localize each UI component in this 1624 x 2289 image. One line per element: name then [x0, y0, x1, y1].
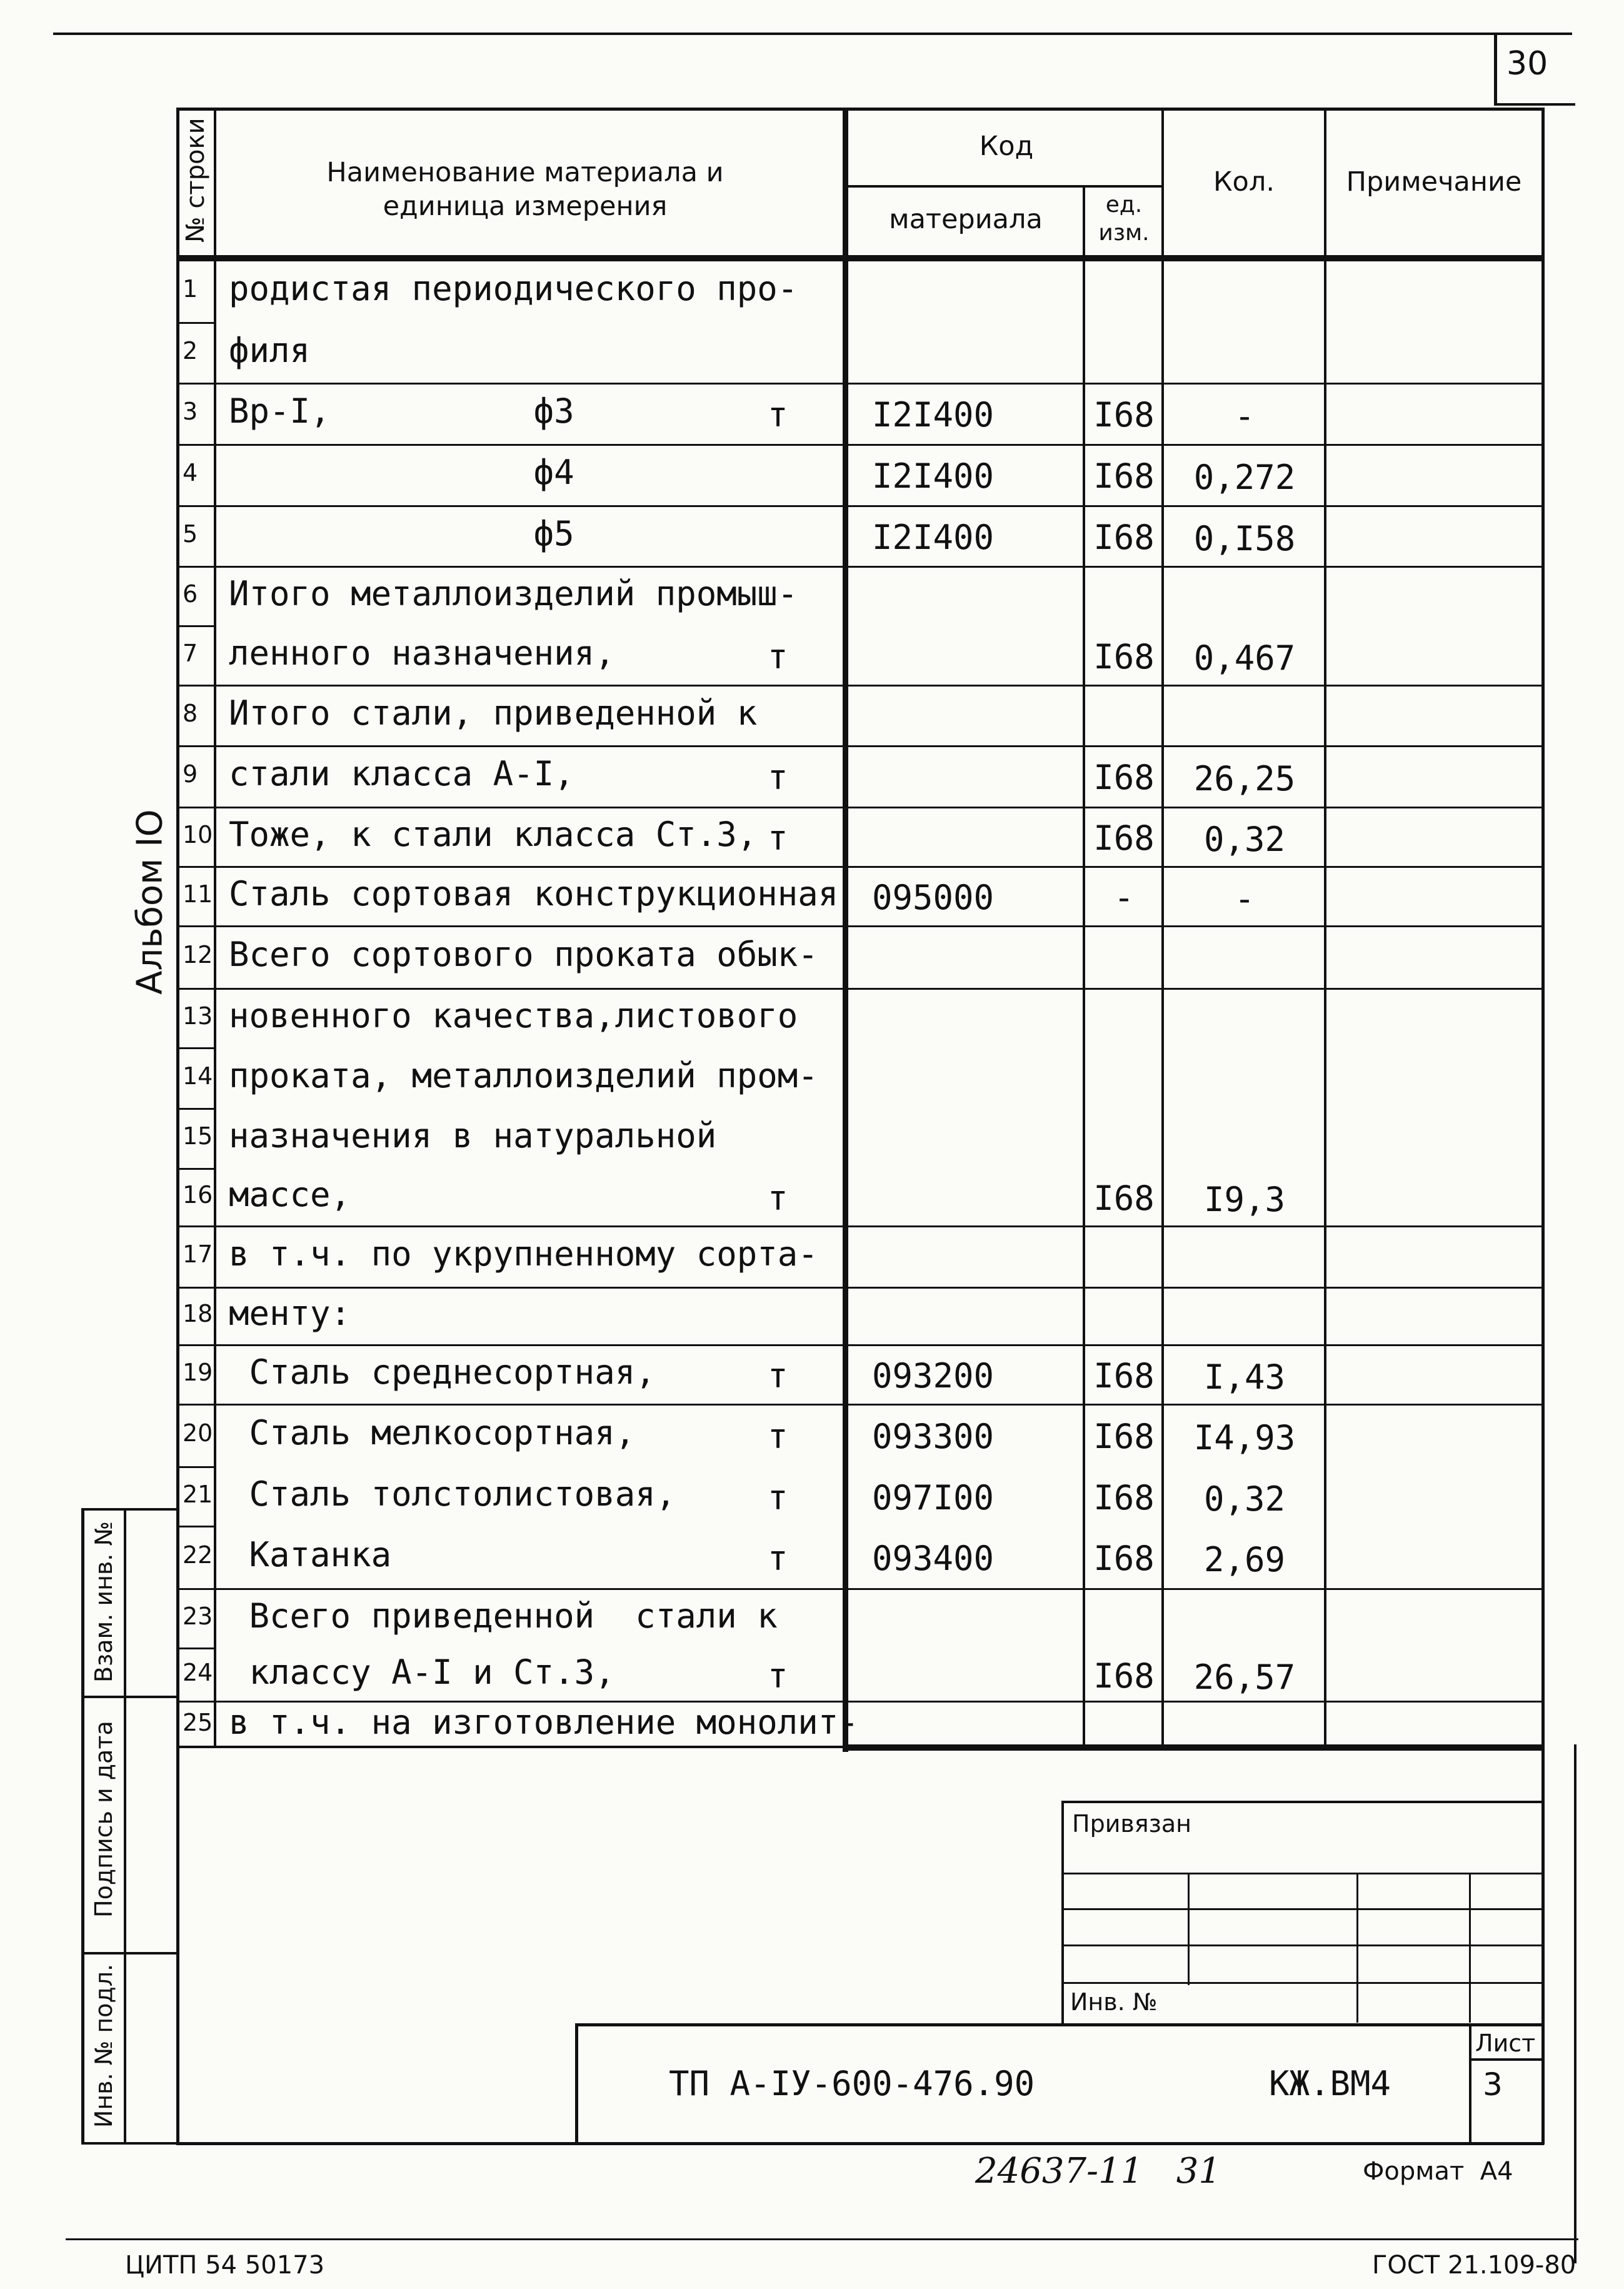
row-line — [176, 322, 216, 324]
row-number: 4 — [183, 459, 198, 486]
row-line — [176, 925, 1544, 927]
row-unit-mark: т — [768, 1417, 788, 1456]
page-number-box-bottom — [1494, 103, 1575, 106]
header-qty: Кол. — [1213, 166, 1275, 198]
header-row-no: № строки — [181, 118, 210, 243]
side-inv: Инв. № подл. — [90, 1963, 118, 2128]
row-qty: I9,3 — [1203, 1180, 1286, 1219]
row-qty: 0,467 — [1193, 638, 1296, 678]
row-name: проката, металлоизделий пром- — [229, 1055, 818, 1095]
table-bottom-bold — [843, 1744, 1544, 1751]
row-unit-mark: т — [768, 1179, 788, 1218]
row-unit-mark: т — [768, 1656, 788, 1696]
side-vzam: Взам. инв. № — [90, 1521, 118, 1683]
frame-top — [176, 108, 1544, 111]
side-strip-bottom — [81, 2142, 176, 2145]
side-strip-mid — [124, 1508, 126, 2145]
row-line — [176, 625, 216, 627]
side-strip-left — [81, 1508, 84, 2145]
row-name: Сталь мелкосортная, — [229, 1413, 636, 1452]
row-name: ленного назначения, — [229, 633, 615, 673]
row-qty: 2,69 — [1203, 1540, 1286, 1579]
row-line — [176, 566, 1544, 568]
row-name: классу А-I и Ст.3, — [229, 1652, 615, 1692]
doc-mark: КЖ.ВМ4 — [1269, 2064, 1391, 2103]
row-name: Всего сортового проката обык- — [229, 935, 818, 974]
row-number: 25 — [183, 1708, 213, 1736]
row-qty: I4,93 — [1193, 1418, 1296, 1457]
row-material-code: 095000 — [872, 877, 995, 917]
row-number: 19 — [183, 1358, 213, 1386]
stamp-h3 — [1061, 1944, 1544, 1946]
row-number: 7 — [183, 639, 198, 667]
row-unit-code: I68 — [1093, 517, 1155, 557]
row-qty: 26,25 — [1193, 759, 1296, 798]
designation: ТП А-IУ-600-476.90 — [669, 2064, 1035, 2103]
row-unit-code: I68 — [1093, 758, 1155, 797]
code-sub-line — [843, 185, 1164, 188]
stamp-h4 — [1061, 1982, 1544, 1984]
row-name: Сталь сортовая конструкционная — [229, 873, 839, 913]
row-number: 20 — [183, 1419, 213, 1447]
stamp-inv-no: Инв. № — [1070, 1988, 1158, 2016]
footer-left: ЦИТП 54 50173 — [125, 2251, 325, 2280]
row-line — [176, 1344, 1544, 1346]
stamp-privyazan: Привязан — [1072, 1810, 1191, 1838]
row-name: Всего приведенной стали к — [229, 1596, 778, 1636]
row-name: стали класса А-I, — [229, 754, 574, 793]
row-number: 21 — [183, 1480, 213, 1508]
row-unit-code: I68 — [1093, 1417, 1155, 1456]
right-margin-line — [1574, 1744, 1576, 2263]
row-name: в т.ч. по укрупненному сорта- — [229, 1234, 818, 1274]
row-material-code: 093300 — [872, 1417, 995, 1456]
row-material-code: I2I400 — [872, 456, 995, 496]
row-number: 23 — [183, 1602, 213, 1630]
row-line — [176, 444, 1544, 446]
row-number: 14 — [183, 1062, 213, 1090]
frame-right — [1541, 108, 1545, 2145]
row-unit-code: - — [1113, 877, 1135, 917]
header-material: материала — [889, 204, 1043, 235]
row-name: Вр-I, ф3 — [229, 391, 574, 431]
row-unit-mark: т — [768, 758, 788, 797]
row-number: 10 — [183, 820, 213, 848]
row-unit-code: I68 — [1093, 395, 1155, 435]
side-sep-1 — [81, 1696, 176, 1698]
row-number: 9 — [183, 760, 198, 788]
row-unit-code: I68 — [1093, 636, 1155, 677]
row-line — [176, 1648, 216, 1649]
row-name: менту: — [229, 1294, 351, 1333]
page-number-box-left — [1494, 33, 1497, 104]
row-name: ф4 — [229, 453, 574, 492]
row-line — [176, 685, 1544, 687]
frame-left — [176, 108, 179, 2145]
sheet-col-left — [1469, 2023, 1471, 2145]
row-qty: I,43 — [1203, 1357, 1286, 1397]
stamp-v2 — [1356, 1873, 1358, 2023]
row-number: 18 — [183, 1300, 213, 1327]
row-unit-mark: т — [768, 636, 788, 677]
row-unit-mark: т — [768, 1356, 788, 1396]
row-unit-code: I68 — [1093, 1356, 1155, 1396]
bottom-rule — [66, 2238, 1578, 2240]
row-line — [176, 505, 1544, 507]
row-name: Итого стали, приведенной к — [229, 693, 758, 733]
row-line — [176, 1404, 1544, 1406]
row-number: 11 — [183, 880, 213, 908]
row-material-code: 093200 — [872, 1356, 995, 1396]
col-material-line — [1083, 186, 1085, 1746]
row-unit-code: I68 — [1093, 1539, 1155, 1578]
row-unit-code: I68 — [1093, 1477, 1155, 1517]
row-line — [176, 1466, 216, 1468]
row-line — [176, 1168, 216, 1170]
row-number: 16 — [183, 1181, 213, 1209]
row-name: Тоже, к стали класса Ст.3, — [229, 814, 758, 854]
row-line — [176, 383, 1544, 385]
header-bottom — [176, 255, 1544, 261]
row-qty: 0,I58 — [1193, 518, 1296, 558]
row-material-code: 093400 — [872, 1539, 995, 1578]
row-unit-code: I68 — [1093, 456, 1155, 496]
stamp-top — [1061, 1801, 1544, 1803]
row-line — [176, 1287, 1544, 1289]
row-line — [176, 988, 1544, 990]
footer-right: ГОСТ 21.109-80 — [1372, 2251, 1576, 2280]
row-line — [176, 1047, 216, 1049]
row-unit-mark: т — [768, 395, 788, 435]
row-number: 17 — [183, 1240, 213, 1268]
page-number: 30 — [1506, 45, 1548, 83]
row-line — [176, 1526, 216, 1527]
header-unit: ед. изм. — [1098, 192, 1150, 246]
row-qty: - — [1234, 878, 1255, 918]
row-name: Итого металлоизделий промыш- — [229, 573, 798, 613]
row-number: 22 — [183, 1541, 213, 1569]
row-number: 12 — [183, 941, 213, 968]
row-number: 13 — [183, 1002, 213, 1030]
stamp-left — [1061, 1801, 1064, 2026]
row-line — [176, 1108, 216, 1110]
row-number: 8 — [183, 699, 198, 727]
row-name: филя — [229, 330, 311, 370]
row-unit-code: I68 — [1093, 818, 1155, 858]
title-block-left — [575, 2023, 578, 2145]
row-qty: 0,32 — [1203, 1479, 1286, 1519]
row-name: новенного качества,листового — [229, 995, 798, 1035]
row-material-code: 097I00 — [872, 1477, 995, 1517]
row-number: 3 — [183, 398, 198, 425]
row-unit-code: I68 — [1093, 1179, 1155, 1218]
col-name-line — [843, 108, 848, 1752]
stamp-v1 — [1188, 1873, 1190, 1985]
handwritten-number: 24637-11 31 — [975, 2151, 1221, 2191]
row-material-code: I2I400 — [872, 395, 995, 435]
sheet-number: 3 — [1483, 2066, 1503, 2103]
row-unit-mark: т — [768, 818, 788, 858]
title-block-top — [575, 2023, 1544, 2026]
album-label: Альбом IO — [129, 809, 171, 995]
row-name: родистая периодического про- — [229, 269, 798, 308]
stamp-h2 — [1061, 1908, 1544, 1910]
stamp-v3 — [1469, 1873, 1471, 2023]
row-unit-mark: т — [768, 1477, 788, 1517]
row-name: Сталь среднесортная, — [229, 1352, 656, 1392]
row-name: в т.ч. на изготовление монолит- — [229, 1702, 859, 1742]
row-qty: 0,32 — [1203, 819, 1286, 859]
row-line — [176, 745, 1544, 747]
row-qty: 26,57 — [1193, 1657, 1296, 1697]
header-note: Примечание — [1346, 166, 1522, 198]
row-qty: 0,272 — [1193, 458, 1296, 497]
side-podpis: Подпись и дата — [90, 1721, 118, 1918]
table-bottom — [176, 1746, 845, 1748]
row-number: 24 — [183, 1658, 213, 1686]
row-name: Катанка — [229, 1535, 392, 1574]
row-number: 1 — [183, 275, 198, 303]
row-unit-mark: т — [768, 1539, 788, 1578]
header-code: Код — [979, 131, 1034, 162]
row-name: ф5 — [229, 513, 574, 553]
row-line — [176, 1225, 1544, 1227]
header-name: Наименование материала и единица измерения — [326, 157, 724, 222]
row-qty: - — [1234, 396, 1255, 436]
row-number: 6 — [183, 580, 198, 608]
row-number: 5 — [183, 520, 198, 548]
row-number: 15 — [183, 1122, 213, 1150]
row-line — [176, 807, 1544, 808]
row-name: массе, — [229, 1175, 351, 1214]
row-line — [176, 1588, 1544, 1590]
frame-bottom — [176, 2142, 1544, 2145]
row-name: Сталь толстолистовая, — [229, 1474, 676, 1514]
row-line — [176, 866, 1544, 868]
row-material-code: I2I400 — [872, 517, 995, 557]
row-unit-code: I68 — [1093, 1656, 1155, 1696]
row-number: 2 — [183, 336, 198, 365]
top-rule — [53, 33, 1572, 35]
sheet-label: Лист — [1475, 2030, 1536, 2057]
sheet-label-sep — [1469, 2058, 1544, 2061]
stamp-h1 — [1061, 1873, 1544, 1874]
format-label: Формат А4 — [1363, 2157, 1513, 2186]
row-name: назначения в натуральной — [229, 1116, 717, 1155]
